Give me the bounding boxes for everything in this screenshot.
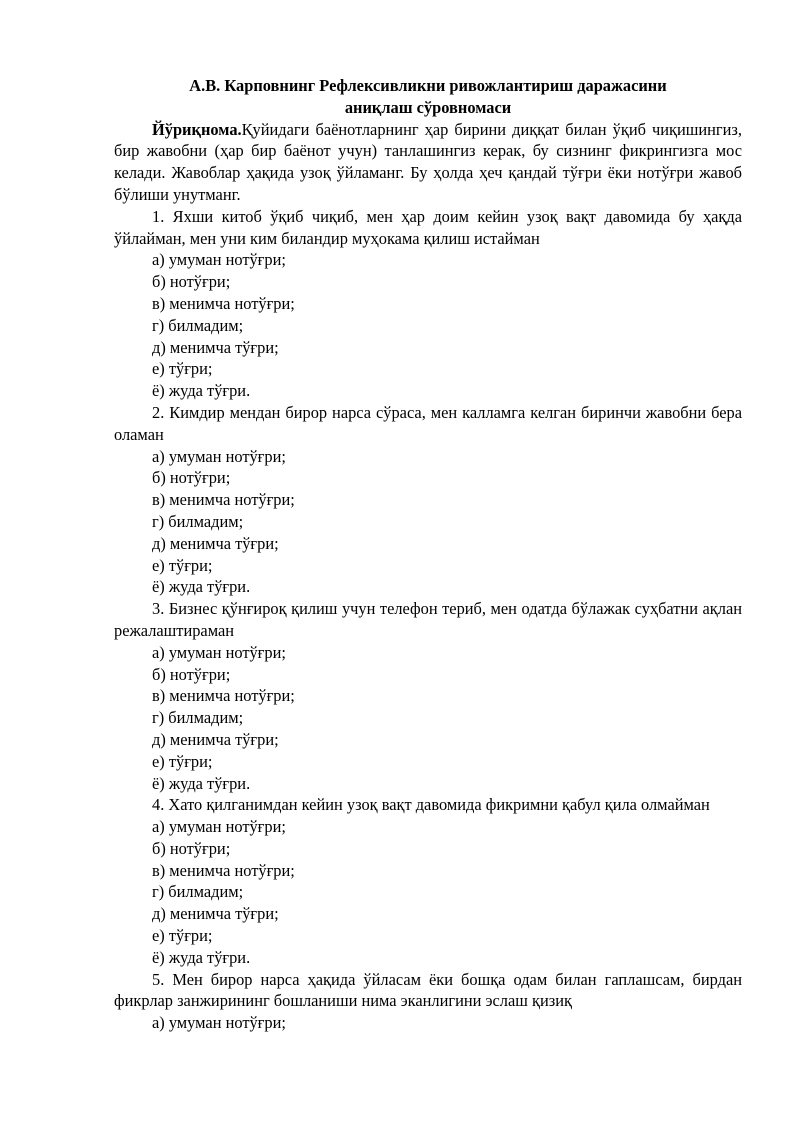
answer-option: а) умуман нотўғри;: [152, 817, 286, 837]
answer-option: в) менимча нотўғри;: [152, 293, 295, 313]
answer-option: е) тўғри;: [152, 926, 213, 946]
answer-option: б) нотўғри;: [152, 272, 231, 292]
instruction-label: Йўриқнома.: [152, 119, 242, 139]
title-line-2: аниқлаш сўровномаси: [344, 97, 512, 117]
question-text: 3. Бизнес қўнғироқ қилиш учун телефон териб, мен одатда бўлажак суҳбатни ақлан режалаштираман: [114, 599, 742, 640]
title-line-1: А.В. Карповнинг Рефлексивликни ривожлантириш даражасини: [189, 76, 667, 95]
question-text: 2. Кимдир мендан бирор нарса сўраса, мен калламга келган биринчи жавобни бера оламан: [114, 402, 742, 444]
answer-option: ё) жуда тўғри.: [152, 381, 251, 401]
answer-option: а) умуман нотўғри;: [152, 250, 286, 270]
answer-option: б) нотўғри;: [152, 664, 231, 684]
answer-option: ё) жуда тўғри.: [152, 773, 251, 793]
question-list: [114, 206, 742, 1034]
answer-option: г) билмадим;: [152, 511, 244, 531]
answer-option: е) тўғри;: [152, 359, 213, 379]
question-text: 5. Мен бирор нарса ҳақида ўйласам ёки бошқа одам билан гаплашсам, бирдан фикрлар занжирининг бошланиши нима эканлигини эслаш қизиқ: [114, 969, 742, 1011]
question-block: [114, 206, 742, 402]
question-block: [114, 794, 742, 968]
answer-option: в) менимча нотўғри;: [152, 860, 295, 880]
answer-option: ё) жуда тўғри.: [152, 577, 251, 597]
answer-option: в) менимча нотўғри;: [152, 490, 295, 510]
question-block: [114, 598, 742, 794]
question-text: 1. Яхши китоб ўқиб чиқиб, мен ҳар доим кейин узоқ вақт давомида бу ҳақда ўйлайман, мен уни ким биландир муҳокама қилиш истайман: [114, 206, 742, 248]
answer-option: д) менимча тўғри;: [152, 337, 279, 357]
answer-option: б) нотўғри;: [152, 838, 231, 858]
answer-option: а) умуман нотўғри;: [152, 1013, 286, 1033]
document-page: [114, 75, 742, 1034]
document-title: [114, 75, 742, 119]
answer-option: а) умуман нотўғри;: [152, 446, 286, 466]
answer-option: ё) жуда тўғри.: [152, 947, 251, 967]
question-block: [114, 969, 742, 1034]
answer-option: д) менимча тўғри;: [152, 729, 279, 749]
answer-option: е) тўғри;: [152, 555, 213, 575]
answer-option: б) нотўғри;: [152, 468, 231, 488]
answer-option: в) менимча нотўғри;: [152, 686, 295, 706]
answer-option: е) тўғри;: [152, 751, 213, 771]
answer-option: д) менимча тўғри;: [152, 904, 279, 924]
answer-option: г) билмадим;: [152, 708, 244, 728]
answer-option: г) билмадим;: [152, 315, 244, 335]
instruction-text: Қуйидаги баёнотларнинг ҳар бирини диққат билан ўқиб чиқишингиз, бир жавобни (ҳар бир баёнот учун) танлашингиз керак, бу сизнинг фикрингизга мос келади. Жавоблар ҳақида узоқ ўйламанг. Бу ҳолда ҳеч қандай тўғри ёки нотўғри жавоб бўлиши унутманг.: [114, 119, 742, 204]
question-text: 4. Хато қилганимдан кейин узоқ вақт давомида фикримни қабул қила олмайман: [152, 795, 710, 815]
question-block: [114, 402, 742, 598]
answer-option: а) умуман нотўғри;: [152, 642, 286, 662]
answer-option: д) менимча тўғри;: [152, 533, 279, 553]
instruction-paragraph: [114, 119, 742, 206]
answer-option: г) билмадим;: [152, 882, 244, 902]
